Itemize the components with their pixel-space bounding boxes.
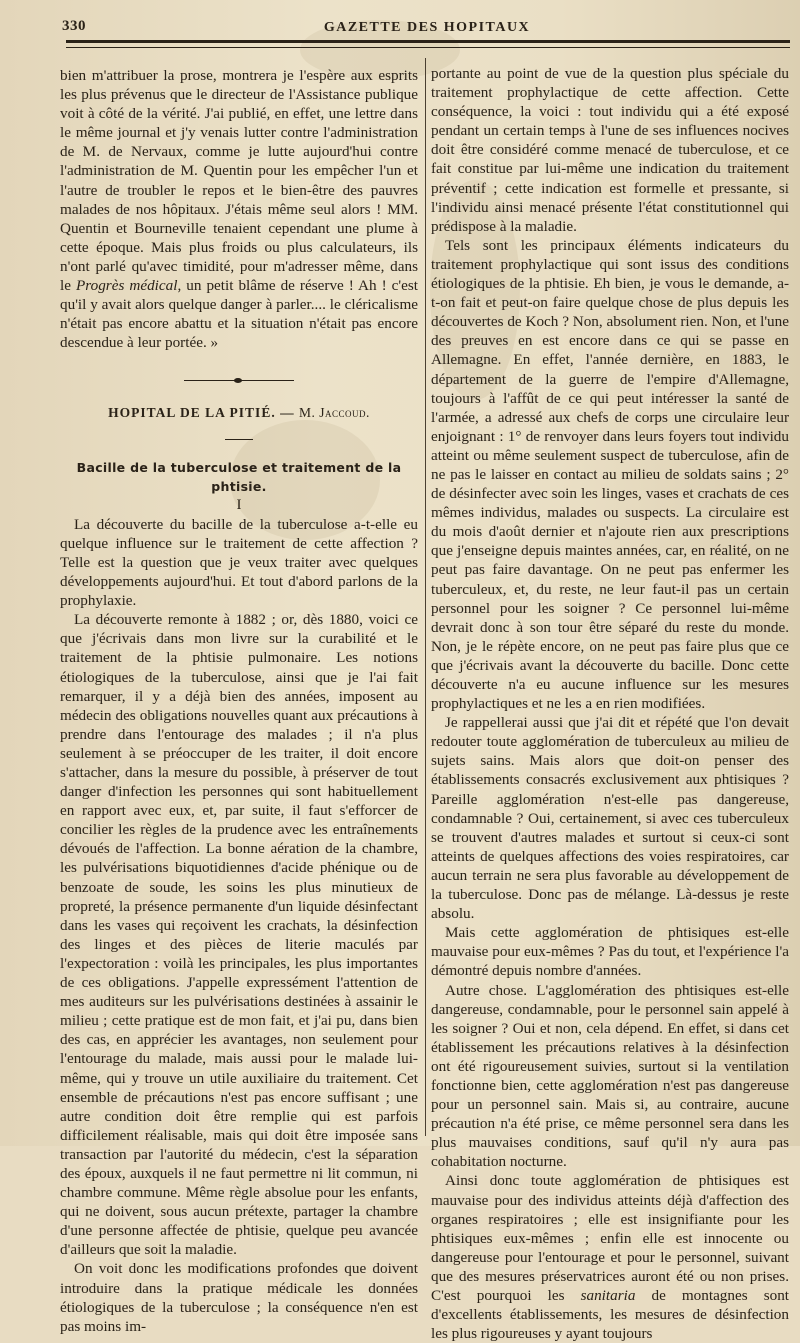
- article-title: Bacille de la tuberculose et traitement de la phtisie.: [76, 459, 402, 494]
- paragraph-prophylaxis: La découverte remonte à 1882 ; or, dès 1880, voici ce que j'écrivais dans mon livre sur la curabilité et le traitement de la phtisie pulmonaire. Les notions étiologiques de la tuberculose, ainsi que je l'ai fait remarquer, il y a déjà bien des années, imposent au médecin des obligations nouvelles quant aux précautions à prendre dans l'entourage des malades ; il n'a plus seulement à se préoccuper de les traiter, il doit encore s'attacher, dans la mesure du possible, à préserver de tout danger d'infection les personnes qui sont habituellement en rapport avec eux, et, par suite, il faut s'efforcer de concilier les règles de la prudence avec les entraînements dévoués de l'affection. La bonne aération de la chambre, les pulvérisations biquotidiennes d'acide phénique ou de benzoate de soude, les soins les plus minutieux de propreté, la présence permanente d'un liquide désinfectant dans les vases qui reçoivent les crachats, la désinfection des linges et des pièces de literie maculés par l'expectoration : voilà les principales, les plus importantes de ces obligations. J'appelle expressément l'attention de mes auditeurs sur les pulvérisations destinées à assainir le milieu ; cette pratique est de mon fait, et j'ai pu, dans bien des cas, en apprécier les avantages, non seulement pour l'entourage du malade, mais aussi pour le malade lui-même, qui y trouve un utile auxiliaire du traitement. Cet ensemble de précautions n'est pas encore suffisant ; une autre condition doit être remplie qui est parfois difficilement réalisable, mais qui doit être imposée sans transaction par l'autorité du médecin, c'est la séparation des époux, auxquels il ne faut permettre ni lit commun, ni chambre commune. Même règle absolue pour les enfants, qui ne doivent, sous aucun prétexte, partager la chambre d'une personne affectée de phtisie, quelque peu avancée d'ailleurs que soit la maladie.: [60, 611, 418, 1259]
- paragraph-conclusion: Ainsi donc toute agglomération de phtisiques est mauvaise pour des individus atteints déjà d'affection des organes respiratoires ; elle est insignifiante pour les phtisiques eux-mêmes ; enfin elle est innocente ou dangereuse pour l'entourage et pour le personnel, suivant que des mesures préservatrices auront été ou non prises. C'est pourquoi les sanitaria de montagnes sont d'excellents établissements, les mesures de désinfection les plus rigoureuses y ayant toujours: [431, 1172, 790, 1343]
- paragraph-continuation: portante au point de vue de la question plus spéciale du traitement prophylactique de cette affection. Cette conséquence, la voici : tout individu qui a été exposé pendant un certain temps à l'une de ses influences nocives doit être considéré comme menacé de tuberculose, et ce fait constitue par lui-même une indication du traitement préventif ; cette indication est formelle et pressante, si l'individu ainsi menacé présente l'état constitutionnel qui prédispose à la maladie.: [431, 65, 789, 235]
- paragraph-personnel: Autre chose. L'agglomération des phtisiques est-elle dangereuse, condamnable, pour le personnel sain appelé à les soigner ? Oui et non, cela dépend. En effet, si dans cet établissement les précautions relatives à la désinfection ont été rigoureusement suivies, surtout si la ventilation fonctionne bien, cette agglomération n'est pas dangereuse pour un personnel sain. Mais si, au contraire, aucune précaution n'a été prise, ce même personnel sera dans les plus mauvaises conditions, sauf qu'il n'y aura pas cohabitation nocturne.: [431, 981, 789, 1171]
- paragraph-intro: La découverte du bacille de la tuberculose a-t-elle eu quelque influence sur le traitement de cette affection ? Telle est la question que je veux traiter avec quelques développements aujourd'hui. Et tout d'abord parlons de la prophylaxie.: [60, 515, 418, 610]
- lecturer-name: M. Jaccoud.: [298, 405, 370, 421]
- header-rule-thin: [66, 47, 790, 48]
- column-divider: [425, 58, 426, 1136]
- short-rule: [225, 439, 253, 440]
- running-title: GAZETTE DES HOPITAUX: [323, 20, 531, 35]
- section-number: I: [236, 496, 242, 513]
- paragraph-agglomeration: Je rappellerai aussi que j'ai dit et répété que l'on devait redouter toute agglomération de tuberculeux au milieu de sujets sains. Mais alors que doit-on penser des établissements consacrés exclusivement aux phtisiques ? Pareille agglomération n'est-elle pas dangereuse, condamnable ? Oui, certainement, si avec ces tuberculeux se trouvent d'autres malades et surtout si ceux-ci sont atteints de quelques affections des voies respiratoires, car aucun terrain ne sera plus favorable au développement de la tuberculose. Donc pas de mélange. Là-dessus je reste absolu.: [431, 714, 789, 923]
- journal-name: Progrès médical: [75, 277, 178, 295]
- paragraph-consequence: On voit donc les modifications profondes que doivent introduire dans la pratique médicale les données étiologiques de la tuberculose ; la conséquence n'en est pas moins im-: [60, 1260, 418, 1335]
- header-rule-thick: [66, 40, 790, 43]
- paragraph-koch: Tels sont les principaux éléments indicateurs du traitement prophylactique qui sont issus des conditions étiologiques de la phtisie. Eh bien, je vous le demande, a-t-on fait et peut-on faire quelque chose de plus depuis les découvertes de Koch ? Non, absolument rien. Non, et l'une des preuves en est encore dans ce qui se passe en Allemagne. En effet, l'année dernière, en 1883, le département de la guerre de l'empire d'Allemagne, toujours à l'affût de ce qui peut intéresser la santé de l'armée, a adressé aux chefs de corps une circulaire leur enjoignant : 1° de renvoyer dans leurs foyers tout individu atteint ou même seulement suspect de tuberculose, afin de ne pas le laisser en contact au milieu de soldats sains ; 2° de désinfecter avec soin les linges, vases et crachats de ces mêmes individus, malades ou suspects. La circulaire est du mois d'août dernier et n'ajoute rien aux prescriptions que j'enseigne depuis maintes années, car, en réalité, on ne peut pas faire davantage. On ne peut pas enfermer les tuberculeux, et, du reste, ne leur faut-il pas un certain personnel pour les soigner ? Ce personnel lui-même devrait donc à son tour être séparé du reste du monde. Non, je le répète encore, on ne peut pas faire plus que ce que j'écrivais avant la découverte du bacille. Donc cette découverte n'a eu aucune influence sur les mesures prophylactiques et ne les a en rien modifiées.: [431, 236, 789, 713]
- page-number: 330: [62, 18, 86, 34]
- left-column: [60, 66, 418, 1336]
- section-separator: [184, 380, 294, 381]
- right-column: [431, 64, 789, 1343]
- hospital-heading: HOPITAL DE LA PITIÉ. — M. Jaccoud.: [108, 405, 370, 421]
- sanitaria-term: sanitaria: [580, 1287, 636, 1304]
- letter-closing-paragraph: bien m'attribuer la prose, montrera je l'espère aux esprits les plus prévenus que le directeur de l'Assistance publique voit à côté de la vérité. J'ai publié, en effet, une lettre dans le même journal et j'y venais lutter contre l'administration de M. de Nervaux, comme je lutte aujourd'hui contre l'administration de M. Quentin pour les empêcher l'un et l'autre de troubler le repos et le bien-être des pauvres malades de nos hôpitaux. J'étais même seul alors ! MM. Quentin et Bourneville tenaient cependant une plume à cette époque. Mais plus froids ou plus calculateurs, ils n'ont parlé qu'avec timidité, pour m'adresser même, dans le Progrès médical, un petit blâme de réserve ! Ah ! c'est qu'il y avait alors quelque danger à parler.... le cléricalisme n'était pas encore abattu et la situation n'était pas encore descendue à leur portée. »: [60, 67, 419, 352]
- paragraph-phthisics: Mais cette agglomération de phtisiques est-elle mauvaise pour eux-mêmes ? Pas du tout, et l'expérience l'a démontré depuis nombre d'années.: [431, 924, 789, 980]
